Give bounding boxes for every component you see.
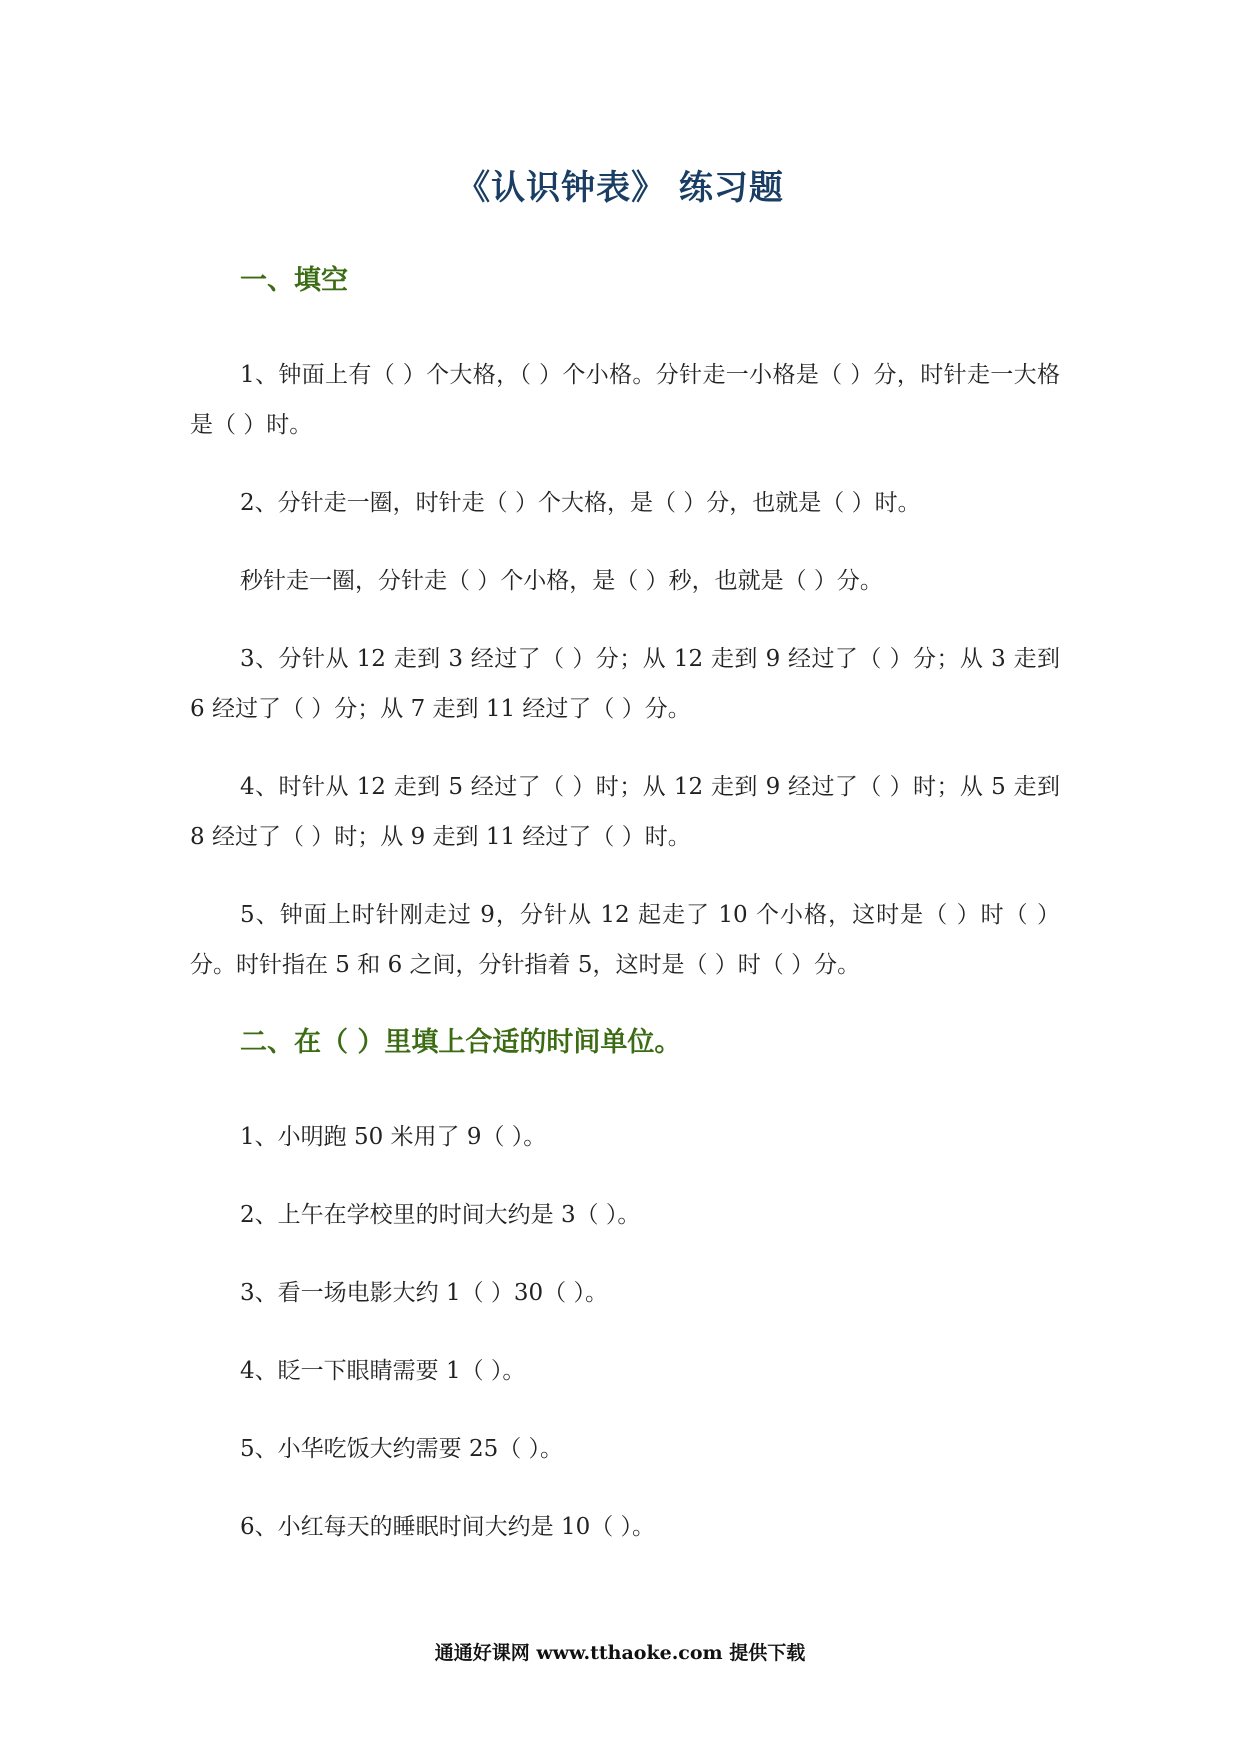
question-1-2: 2、分针走一圈，时针走（ ）个大格，是（ ）分，也就是（ ）时。: [240, 490, 921, 516]
question-1-1: 1、钟面上有（ ）个大格，（ ）个小格。分针走一小格是（ ）分，时针走一大格是（ ）时。: [190, 362, 1060, 438]
footer-credit: 通通好课网 www.tthaoke.com 提供下载: [434, 1642, 806, 1664]
question-1-3: 3、分针从 12 走到 3 经过了（ ）分；从 12 走到 9 经过了（ ）分；从 3 走到 6 经过了（ ）分；从 7 走到 11 经过了（ ）分。: [190, 646, 1060, 722]
question-2-2: 2、上午在学校里的时间大约是 3（ ）。: [240, 1202, 641, 1228]
section-heading-time-units: 二、在（ ）里填上合适的时间单位。: [240, 1027, 682, 1058]
question-2-6: 6、小红每天的睡眠时间大约是 10（ ）。: [240, 1514, 656, 1540]
question-2-5: 5、小华吃饭大约需要 25（ ）。: [240, 1436, 564, 1462]
question-1-5: 5、钟面上时针刚走过 9，分针从 12 起走了 10 个小格，这时是（ ）时（ ）分。时针指在 5 和 6 之间，分针指着 5，这时是（ ）时（ ）分。: [190, 902, 1060, 978]
section-heading-fill-blank: 一、填空: [240, 265, 348, 296]
question-1-4: 4、时针从 12 走到 5 经过了（ ）时；从 12 走到 9 经过了（ ）时；从 5 走到 8 经过了（ ）时；从 9 走到 11 经过了（ ）时。: [190, 774, 1060, 850]
question-2-3: 3、看一场电影大约 1（ ）30（ ）。: [240, 1280, 608, 1306]
question-1-2-continued: 秒针走一圈，分针走（ ）个小格，是（ ）秒，也就是（ ）分。: [240, 568, 883, 594]
question-2-1: 1、小明跑 50 米用了 9（ ）。: [240, 1124, 547, 1150]
page-title: 《认识钟表》 练习题: [456, 168, 784, 208]
question-2-4: 4、眨一下眼睛需要 1（ ）。: [240, 1358, 526, 1384]
